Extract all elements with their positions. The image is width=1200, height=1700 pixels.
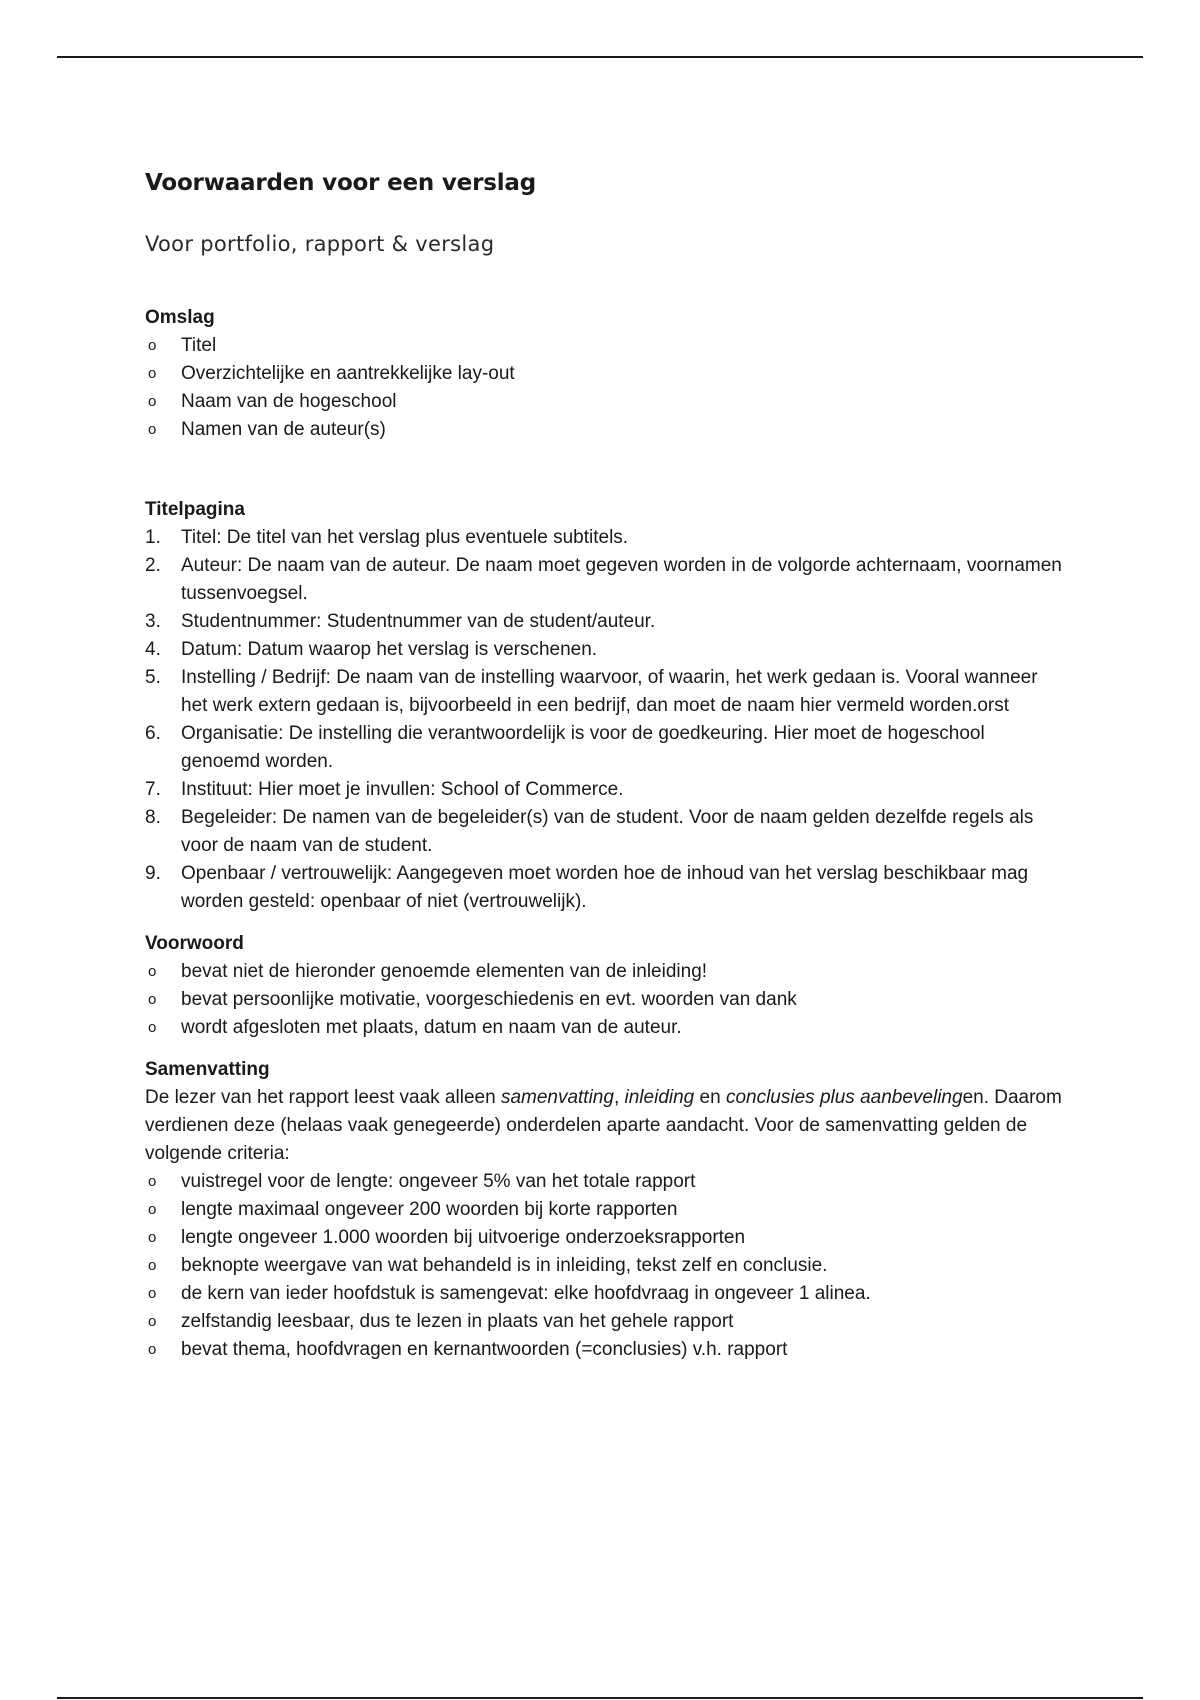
samenvatting-list: [145, 1168, 1065, 1364]
list-item: 8. Begeleider: De namen van de begeleider(s) van de student. Voor de naam gelden dezelfde regels als voor de naam van de student.: [145, 807, 1034, 856]
section-heading-omslag: Omslag: [145, 307, 215, 328]
voorwoord-list: [145, 958, 1065, 1042]
bullet-circle-icon: o: [148, 1229, 157, 1246]
bullet-circle-icon: o: [148, 1285, 157, 1302]
list-item: o vuistregel voor de lengte: ongeveer 5% van het totale rapport: [145, 1168, 1065, 1196]
list-item: o zelfstandig leesbaar, dus te lezen in plaats van het gehele rapport: [145, 1308, 1065, 1336]
list-item: o lengte ongeveer 1.000 woorden bij uitvoerige onderzoeksrapporten: [145, 1224, 1065, 1252]
list-item: 3. Studentnummer: Studentnummer van de student/auteur.: [145, 611, 656, 632]
list-item: o bevat niet de hieronder genoemde elementen van de inleiding!: [145, 958, 1065, 986]
list-item: o Naam van de hogeschool: [145, 388, 1065, 416]
list-item: 7. Instituut: Hier moet je invullen: School of Commerce.: [145, 779, 624, 800]
bullet-circle-icon: o: [148, 1019, 157, 1036]
bullet-circle-icon: o: [148, 991, 157, 1008]
section-titelpagina: [145, 496, 1065, 916]
document-body: [145, 170, 1065, 1364]
section-samenvatting: [145, 1056, 1065, 1364]
section-heading-samenvatting: Samenvatting: [145, 1059, 270, 1080]
section-heading-titelpagina: Titelpagina: [145, 499, 245, 520]
bullet-circle-icon: o: [148, 365, 157, 382]
titelpagina-list: [145, 524, 1065, 916]
bullet-circle-icon: o: [148, 1313, 157, 1330]
bullet-circle-icon: o: [148, 421, 157, 438]
samenvatting-intro: De lezer van het rapport leest vaak alleen samenvatting, inleiding en conclusies plus aanbevelingen. Daarom verdienen deze (helaas vaak genegeerde) onderdelen aparte aandacht. Voor de samenvatting gelden de volgende criteria:: [145, 1087, 1062, 1164]
header-rule: [57, 56, 1143, 58]
list-item: o beknopte weergave van wat behandeld is in inleiding, tekst zelf en conclusie.: [145, 1252, 1065, 1280]
list-item: 6. Organisatie: De instelling die verantwoordelijk is voor de goedkeuring. Hier moet de hogeschool genoemd worden.: [145, 723, 985, 772]
document-subtitle: Voor portfolio, rapport & verslag: [145, 232, 495, 256]
bullet-circle-icon: o: [148, 393, 157, 410]
list-item: 2. Auteur: De naam van de auteur. De naam moet gegeven worden in de volgorde achternaam, voornamen tussenvoegsel.: [145, 555, 1062, 604]
list-item: o Namen van de auteur(s): [145, 416, 1065, 444]
list-item: o bevat thema, hoofdvragen en kernantwoorden (=conclusies) v.h. rapport: [145, 1336, 1065, 1364]
list-item: 1. Titel: De titel van het verslag plus eventuele subtitels.: [145, 527, 629, 548]
list-item: o Titel: [145, 332, 1065, 360]
section-omslag: [145, 304, 1065, 444]
bullet-circle-icon: o: [148, 1257, 157, 1274]
list-item: o wordt afgesloten met plaats, datum en naam van de auteur.: [145, 1014, 1065, 1042]
list-item: 5. Instelling / Bedrijf: De naam van de instelling waarvoor, of waarin, het werk gedaan is. Vooral wanneer het werk extern gedaan is, bijvoorbeeld in een bedrijf, dan moet de naam hier vermeld worden.orst: [145, 667, 1038, 716]
list-item: o Overzichtelijke en aantrekkelijke lay-out: [145, 360, 1065, 388]
bullet-circle-icon: o: [148, 1341, 157, 1358]
footer-rule: [57, 1697, 1143, 1699]
document-title: Voorwaarden voor een verslag: [145, 170, 536, 196]
list-item: o bevat persoonlijke motivatie, voorgeschiedenis en evt. woorden van dank: [145, 986, 1065, 1014]
list-item: o de kern van ieder hoofdstuk is samengevat: elke hoofdvraag in ongeveer 1 alinea.: [145, 1280, 1065, 1308]
bullet-circle-icon: o: [148, 1201, 157, 1218]
list-item: 9. Openbaar / vertrouwelijk: Aangegeven moet worden hoe de inhoud van het verslag beschikbaar mag worden gesteld: openbaar of niet (vertrouwelijk).: [145, 863, 1029, 912]
list-item: o lengte maximaal ongeveer 200 woorden bij korte rapporten: [145, 1196, 1065, 1224]
bullet-circle-icon: o: [148, 963, 157, 980]
bullet-circle-icon: o: [148, 337, 157, 354]
section-voorwoord: [145, 930, 1065, 1042]
bullet-circle-icon: o: [148, 1173, 157, 1190]
section-heading-voorwoord: Voorwoord: [145, 933, 244, 954]
omslag-list: [145, 332, 1065, 444]
list-item: 4. Datum: Datum waarop het verslag is verschenen.: [145, 639, 598, 660]
